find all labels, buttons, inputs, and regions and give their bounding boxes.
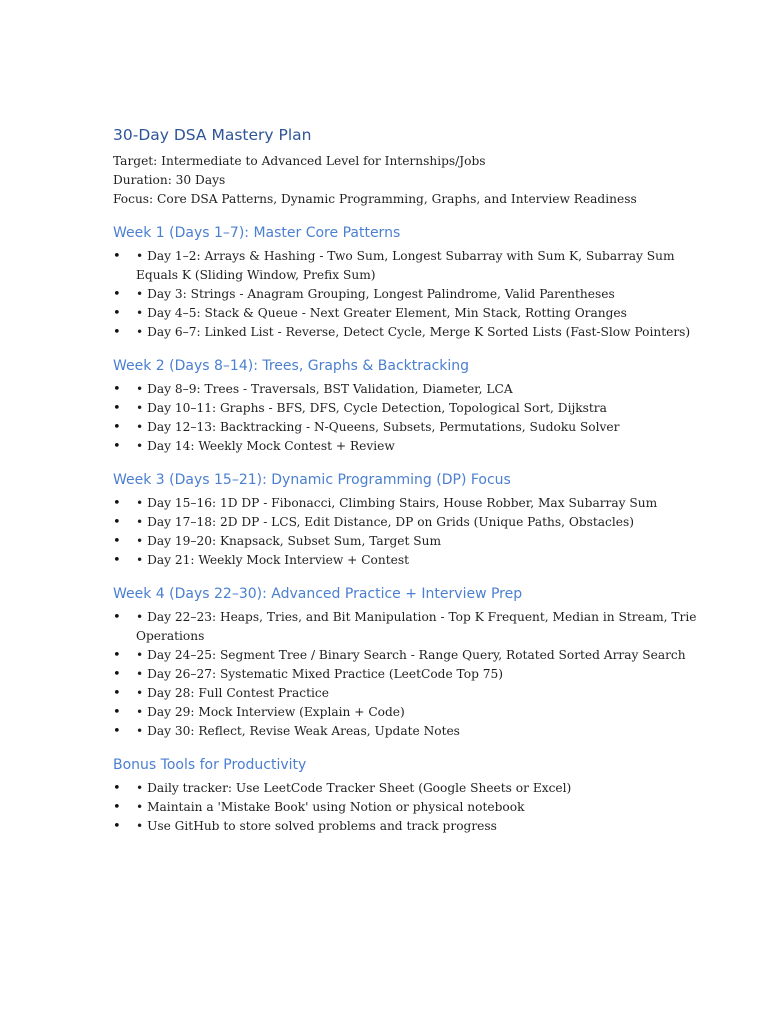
list-item [113, 779, 713, 798]
section-week-4 [113, 584, 713, 741]
bullet-icon: • [113, 496, 121, 511]
section-heading: Week 1 (Days 1–7): Master Core Patterns [113, 225, 401, 241]
list-item [113, 665, 713, 684]
target-line: Target: Intermediate to Advanced Level for Internships/Jobs [113, 154, 486, 168]
list-item [113, 684, 713, 703]
list-item-text: • Day 22–23: Heaps, Tries, and Bit Manipulation - Top K Frequent, Median in Stream, Trie Operations [136, 610, 697, 643]
item-list [113, 608, 713, 741]
list-item-text: • Day 21: Weekly Mock Interview + Contest [136, 553, 410, 567]
bullet-icon: • [113, 648, 121, 663]
list-item-text: • Day 8–9: Trees - Traversals, BST Validation, Diameter, LCA [136, 382, 513, 396]
section-week-2 [113, 356, 713, 456]
bullet-icon: • [113, 515, 121, 530]
section-heading: Week 4 (Days 22–30): Advanced Practice + Interview Prep [113, 586, 523, 602]
section-heading: Week 3 (Days 15–21): Dynamic Programming (DP) Focus [113, 472, 511, 488]
bullet-icon: • [113, 534, 121, 549]
focus-line: Focus: Core DSA Patterns, Dynamic Programming, Graphs, and Interview Readiness [113, 192, 637, 206]
list-item [113, 551, 713, 570]
bullet-icon: • [113, 800, 121, 815]
bullet-icon: • [113, 819, 121, 834]
bullet-icon: • [113, 382, 121, 397]
item-list [113, 494, 713, 570]
list-item [113, 722, 713, 741]
list-item-text: • Day 26–27: Systematic Mixed Practice (LeetCode Top 75) [136, 667, 504, 681]
list-item-text: • Day 6–7: Linked List - Reverse, Detect Cycle, Merge K Sorted Lists (Fast-Slow Pointers) [136, 325, 691, 339]
list-item-text: • Day 30: Reflect, Revise Weak Areas, Update Notes [136, 724, 460, 738]
list-item [113, 608, 713, 646]
list-item-text: • Day 12–13: Backtracking - N-Queens, Subsets, Permutations, Sudoku Solver [136, 420, 620, 434]
list-item-text: • Day 28: Full Contest Practice [136, 686, 329, 700]
item-list [113, 779, 713, 836]
bullet-icon: • [113, 439, 121, 454]
section-week-1 [113, 223, 713, 342]
section-heading: Week 2 (Days 8–14): Trees, Graphs & Backtracking [113, 358, 470, 374]
list-item-text: • Day 29: Mock Interview (Explain + Code) [136, 705, 405, 719]
list-item [113, 380, 713, 399]
section-heading: Bonus Tools for Productivity [113, 757, 307, 773]
list-item [113, 817, 713, 836]
bullet-icon: • [113, 287, 121, 302]
bullet-icon: • [113, 306, 121, 321]
list-item [113, 399, 713, 418]
list-item [113, 513, 713, 532]
list-item [113, 437, 713, 456]
list-item [113, 703, 713, 722]
list-item [113, 494, 713, 513]
list-item [113, 532, 713, 551]
bullet-icon: • [113, 420, 121, 435]
bullet-icon: • [113, 667, 121, 682]
list-item [113, 285, 713, 304]
list-item [113, 798, 713, 817]
bullet-icon: • [113, 249, 121, 264]
list-item [113, 247, 713, 285]
item-list [113, 380, 713, 456]
list-item-text: • Day 3: Strings - Anagram Grouping, Longest Palindrome, Valid Parentheses [136, 287, 615, 301]
bullet-icon: • [113, 781, 121, 796]
document-content [113, 124, 713, 836]
bullet-icon: • [113, 610, 121, 625]
list-item-text: • Day 15–16: 1D DP - Fibonacci, Climbing Stairs, House Robber, Max Subarray Sum [136, 496, 658, 510]
list-item-text: • Day 10–11: Graphs - BFS, DFS, Cycle Detection, Topological Sort, Dijkstra [136, 401, 607, 415]
list-item-text: • Use GitHub to store solved problems and track progress [136, 819, 497, 833]
list-item-text: • Daily tracker: Use LeetCode Tracker Sheet (Google Sheets or Excel) [136, 781, 572, 795]
bullet-icon: • [113, 705, 121, 720]
section-bonus-tools [113, 755, 713, 836]
bullet-icon: • [113, 724, 121, 739]
bullet-icon: • [113, 325, 121, 340]
list-item [113, 646, 713, 665]
list-item [113, 418, 713, 437]
list-item [113, 304, 713, 323]
document-title: 30-Day DSA Mastery Plan [113, 126, 312, 144]
list-item-text: • Day 4–5: Stack & Queue - Next Greater Element, Min Stack, Rotting Oranges [136, 306, 627, 320]
bullet-icon: • [113, 553, 121, 568]
list-item [113, 323, 713, 342]
duration-line: Duration: 30 Days [113, 173, 226, 187]
list-item-text: • Day 24–25: Segment Tree / Binary Search - Range Query, Rotated Sorted Array Search [136, 648, 686, 662]
item-list [113, 247, 713, 342]
list-item-text: • Day 19–20: Knapsack, Subset Sum, Target Sum [136, 534, 442, 548]
bullet-icon: • [113, 686, 121, 701]
list-item-text: • Maintain a 'Mistake Book' using Notion or physical notebook [136, 800, 525, 814]
list-item-text: • Day 14: Weekly Mock Contest + Review [136, 439, 395, 453]
list-item-text: • Day 17–18: 2D DP - LCS, Edit Distance, DP on Grids (Unique Paths, Obstacles) [136, 515, 634, 529]
list-item-text: • Day 1–2: Arrays & Hashing - Two Sum, Longest Subarray with Sum K, Subarray Sum Equals K (Sliding Window, Prefix Sum) [136, 249, 675, 282]
section-week-3 [113, 470, 713, 570]
bullet-icon: • [113, 401, 121, 416]
